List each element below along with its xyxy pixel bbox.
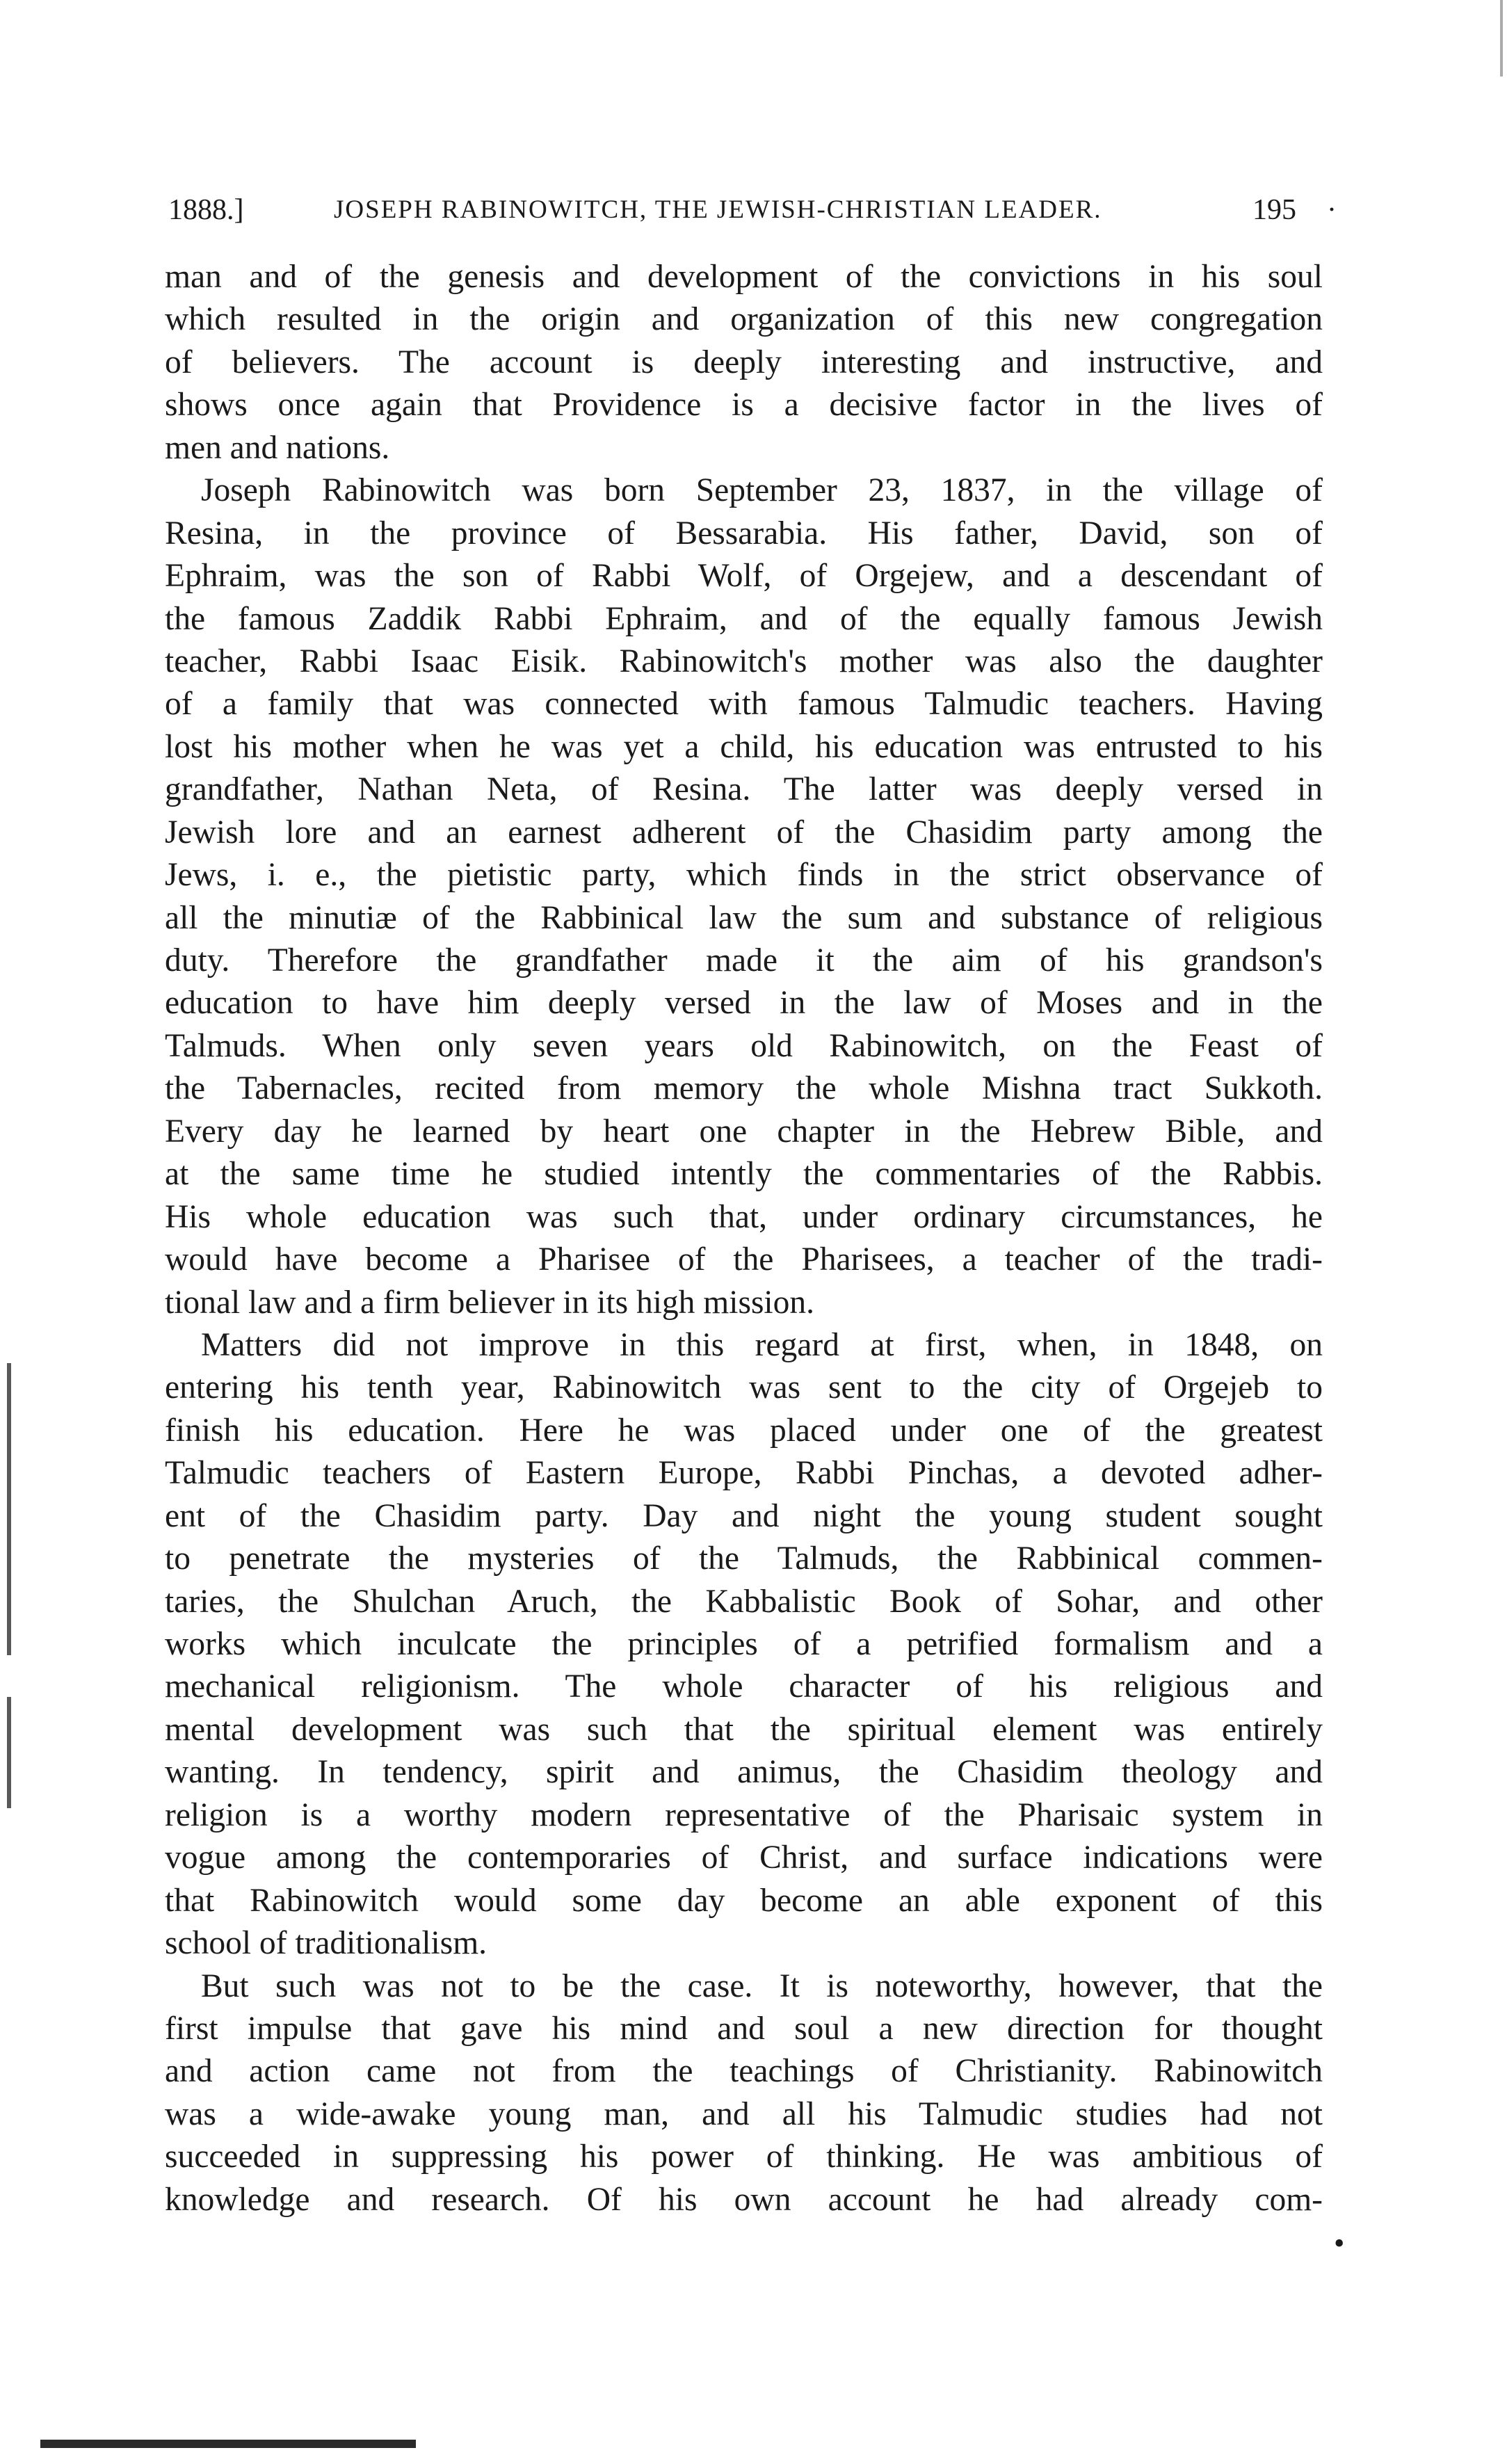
- text-line: that Rabinowitch would some day become an able exponent of this: [165, 1882, 1323, 1919]
- text-line: Ephraim, was the son of Rabbi Wolf, of Orgejew, and a descendant of: [165, 558, 1323, 595]
- text-line: school of traditionalism.: [165, 1925, 487, 1962]
- text-line: all the minutiæ of the Rabbinical law the sum and substance of religious: [165, 899, 1323, 936]
- text-line: of believers. The account is deeply interesting and instructive, and: [165, 344, 1323, 380]
- body-text: [165, 256, 1323, 2221]
- text-line: lost his mother when he was yet a child, his education was entrusted to his: [165, 728, 1323, 765]
- text-line: finish his education. Here he was placed under one of the greatest: [165, 1412, 1323, 1449]
- text-line: the famous Zaddik Rabbi Ephraim, and of the equally famous Jewish: [165, 600, 1323, 637]
- text-line: works which inculcate the principles of a petrified formalism and a: [165, 1626, 1323, 1662]
- header-dot: ·: [1327, 194, 1337, 226]
- scan-left-edge-upper: [7, 1363, 11, 1655]
- text-line: to penetrate the mysteries of the Talmuds, the Rabbinical commen-: [165, 1540, 1323, 1577]
- text-line: taries, the Shulchan Aruch, the Kabbalistic Book of Sohar, and other: [165, 1583, 1323, 1620]
- text-line: succeeded in suppressing his power of thinking. He was ambitious of: [165, 2139, 1323, 2175]
- text-line: ent of the Chasidim party. Day and night the young student sought: [165, 1497, 1323, 1534]
- header-running-title: JOSEPH RABINOWITCH, THE JEWISH-CHRISTIAN LEADER.: [334, 195, 1102, 224]
- text-line: Talmuds. When only seven years old Rabinowitch, on the Feast of: [165, 1027, 1323, 1064]
- text-line: the Tabernacles, recited from memory the whole Mishna tract Sukkoth.: [165, 1070, 1323, 1107]
- text-line: Matters did not improve in this regard at first, when, in 1848, on: [201, 1326, 1323, 1363]
- text-line: education to have him deeply versed in the law of Moses and in the: [165, 985, 1323, 1022]
- text-line: first impulse that gave his mind and soul a new direction for thought: [165, 2010, 1323, 2047]
- text-line: shows once again that Providence is a decisive factor in the lives of: [165, 387, 1323, 424]
- text-line: duty. Therefore the grandfather made it the aim of his grandson's: [165, 942, 1323, 979]
- text-line: His whole education was such that, under ordinary circumstances, he: [165, 1198, 1323, 1235]
- text-line: which resulted in the origin and organization of this new congregation: [165, 301, 1323, 338]
- page-number: 195: [1252, 194, 1296, 226]
- stray-mark: •: [1334, 2226, 1345, 2260]
- scan-left-edge-lower: [7, 1697, 11, 1808]
- text-line: knowledge and research. Of his own account he had already com-: [165, 2181, 1323, 2218]
- text-line: wanting. In tendency, spirit and animus, the Chasidim theology and: [165, 1754, 1323, 1791]
- running-header: [168, 189, 1337, 231]
- text-line: teacher, Rabbi Isaac Eisik. Rabinowitch's mother was also the daughter: [165, 643, 1323, 679]
- text-line: Joseph Rabinowitch was born September 23, 1837, in the village of: [201, 472, 1323, 509]
- header-year: 1888.]: [168, 194, 244, 226]
- text-line: would have become a Pharisee of the Pharisees, a teacher of the tradi-: [165, 1241, 1323, 1278]
- text-line: grandfather, Nathan Neta, of Resina. The latter was deeply versed in: [165, 771, 1323, 808]
- text-line: Talmudic teachers of Eastern Europe, Rabbi Pinchas, a devoted adher-: [165, 1455, 1323, 1492]
- text-line: tional law and a firm believer in its high mission.: [165, 1284, 814, 1321]
- text-line: man and of the genesis and development of the convictions in his soul: [165, 259, 1323, 295]
- text-line: entering his tenth year, Rabinowitch was sent to the city of Orgejeb to: [165, 1369, 1323, 1406]
- text-line: mental development was such that the spiritual element was entirely: [165, 1711, 1323, 1748]
- text-line: Resina, in the province of Bessarabia. His father, David, son of: [165, 515, 1323, 551]
- text-line: and action came not from the teachings of Christianity. Rabinowitch: [165, 2053, 1323, 2090]
- scan-right-edge: [1500, 0, 1503, 77]
- text-line: was a wide-awake young man, and all his Talmudic studies had not: [165, 2095, 1323, 2132]
- text-line: men and nations.: [165, 429, 390, 466]
- text-line: vogue among the contemporaries of Christ, and surface indications were: [165, 1839, 1323, 1876]
- text-line: of a family that was connected with famous Talmudic teachers. Having: [165, 686, 1323, 723]
- text-line: mechanical religionism. The whole character of his religious and: [165, 1668, 1323, 1705]
- text-line: Jews, i. e., the pietistic party, which finds in the strict observance of: [165, 857, 1323, 894]
- scan-bottom-rule: [40, 2440, 416, 2448]
- text-line: Jewish lore and an earnest adherent of the Chasidim party among the: [165, 814, 1323, 851]
- text-line: Every day he learned by heart one chapter in the Hebrew Bible, and: [165, 1113, 1323, 1150]
- text-line: But such was not to be the case. It is noteworthy, however, that the: [201, 1967, 1323, 2004]
- text-line: at the same time he studied intently the commentaries of the Rabbis.: [165, 1156, 1323, 1193]
- text-line: religion is a worthy modern representative of the Pharisaic system in: [165, 1796, 1323, 1833]
